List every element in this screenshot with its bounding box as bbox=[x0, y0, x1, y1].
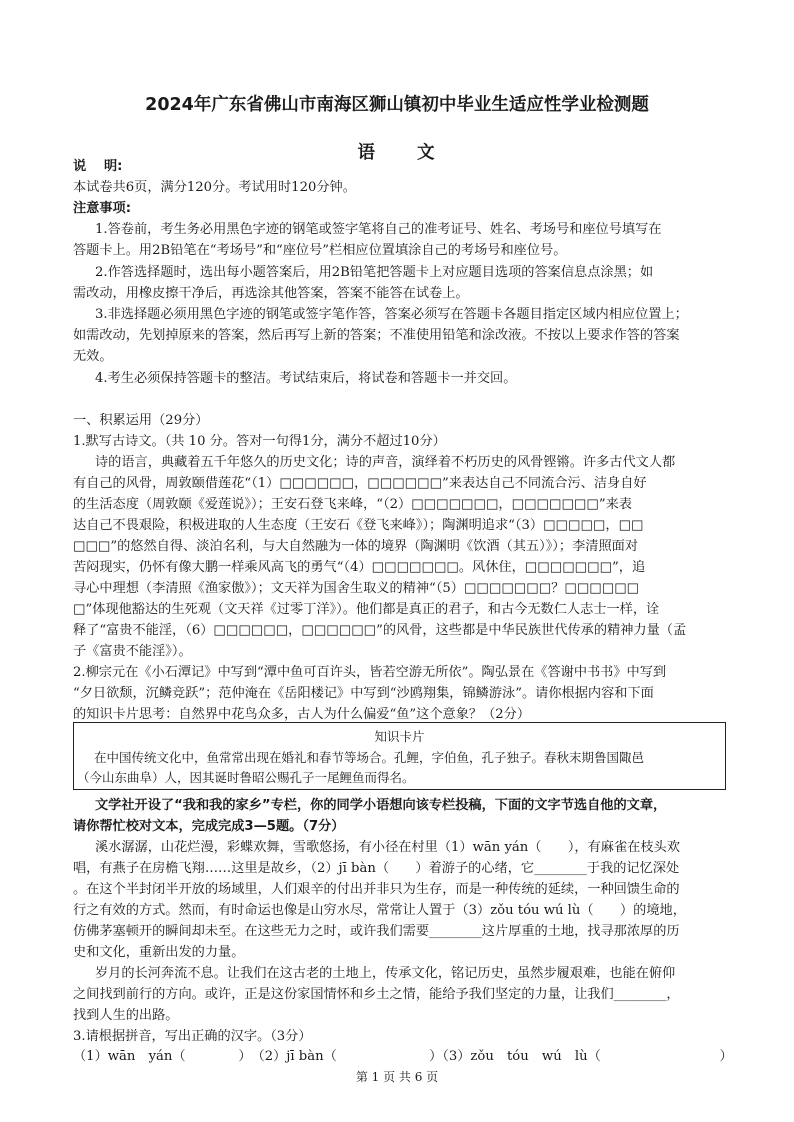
question-3-blanks: （1）wān yán（ ） （2）jī bàn（ ）（3）zǒu tóu wú lù（ ） bbox=[73, 1049, 733, 1064]
notes-label: 说 明: bbox=[73, 159, 123, 174]
passage-line: 仿佛茅塞顿开的瞬间却未至。在这些无力之时，或许我们需要________这片厚重的土地，找寻那浓厚的历 bbox=[73, 924, 680, 939]
section-heading: 一、积累运用（29分） bbox=[73, 413, 209, 428]
notes-line: 3.非选择题必须用黑色字迹的钢笔或签字笔作答，答案必须写在答题卡各题目指定区域内相应位置上； bbox=[95, 307, 688, 322]
q1-text-line: □□□”的悠然自得、淡泊名利，与大自然融为一体的境界（陶渊明《饮酒（其五）》）；李清照面对 bbox=[73, 539, 639, 554]
notes-line: 1.答卷前，考生务必用黑色字迹的钢笔或签字笔将自己的准考证号、姓名、考场号和座位号填写在 bbox=[95, 222, 662, 237]
q2-text-line: 2.柳宗元在《小石潭记》中写到“潭中鱼可百许头，皆若空游无所依”。陶弘景在《答谢中书书》中写到 bbox=[73, 665, 667, 680]
passage-line: 找到人生的出路。 bbox=[73, 1008, 179, 1023]
subject-heading: 语文 bbox=[357, 143, 477, 163]
q1-text-line: 达自己不畏艰险，积极进取的人生态度（王安石《登飞来峰》）；陶渊明追求“（3）□□□□□，□□ bbox=[73, 518, 644, 533]
passage-line: 之间找到前行的方向。或许，正是这份家国情怀和乡土之情，能给予我们坚定的力量，让我们________， bbox=[73, 987, 680, 1002]
q2-text-line: 的知识卡片思考：自然界中花鸟众多，古人为什么偏爱“鱼”这个意象？（2分） bbox=[73, 707, 531, 722]
notes-line: 2.作答选择题时，选出每小题答案后，用2B铅笔把答题卡上对应题目选项的答案信息点涂黑；如 bbox=[95, 265, 654, 280]
passage-line: 行之有效的方式。然而，有时命运也像是山穷水尽，常常让人置于（3）zǒu tóu wú lù（ ）的境地， bbox=[73, 903, 686, 918]
q1-text-line: 子《富贵不能淫》）。 bbox=[73, 644, 192, 659]
passage-intro-line: 请你帮忙校对文本，完成完成3—5题。（7分） bbox=[73, 819, 345, 834]
notes-line: 答题卡上。用2B铅笔在“考场号”和“座位号”栏相应位置填涂自己的考场号和座位号。 bbox=[73, 243, 567, 258]
knowledge-card bbox=[73, 722, 726, 790]
notes-intro: 本试卷共6页，满分120分。考试用时120分钟。 bbox=[73, 180, 356, 195]
notes-heading: 注意事项: bbox=[73, 201, 132, 216]
knowledge-card-line: （今山东曲阜）人，因其诞时鲁昭公赐孔子一尾鲤鱼而得名。 bbox=[77, 770, 415, 785]
passage-line: 史和文化，重新出发的力量。 bbox=[73, 945, 245, 960]
q1-text-line: 诗的语言，典藏着五千年悠久的历史文化；诗的声音，演绎着不朽历史的风骨铿锵。许多古代文人都 bbox=[95, 455, 676, 470]
passage-line: 唱，有燕子在房檐飞翔……这里是故乡，（2）jī bàn（ ）着游子的心绪，它________于我的记忆深处 bbox=[73, 861, 680, 876]
q1-text-line: 释了“富贵不能淫，（6）□□□□□□，□□□□□□”的风骨，这些都是中华民族世代传承的精神力量（孟 bbox=[73, 623, 687, 638]
q1-text-line: 有自己的风骨，周敦颐借莲花“（1）□□□□□□，□□□□□□”来表达自己不同流合污、洁身自好 bbox=[73, 476, 647, 491]
question-1-title: 1.默写古诗文。（共 10 分。答对一句得1分，满分不超过10分） bbox=[73, 434, 446, 449]
exam-title: 2024年广东省佛山市南海区狮山镇初中毕业生适应性学业检测题 bbox=[145, 95, 649, 115]
notes-line: 如需改动，先划掉原来的答案，然后再写上新的答案；不准使用铅笔和涂改液。不按以上要求作答的答案 bbox=[73, 328, 680, 343]
passage-line: 溪水潺潺，山花烂漫，彩蝶欢舞，雪歌悠扬，有小径在村里（1）wān yán（ ），有麻雀在枝头欢 bbox=[95, 840, 680, 855]
q1-text-line: 寻心中理想（李清照《渔家傲》）；文天祥为国舍生取义的精神“（5）□□□□□□□？□□□□□□ bbox=[73, 581, 640, 596]
q2-text-line: “夕日欲颓，沉鳞竞跃”；范仲淹在《岳阳楼记》中写到“沙鸥翔集，锦鳞游泳”。请你根据内容和下面 bbox=[73, 686, 654, 701]
knowledge-card-title: 知识卡片 bbox=[374, 729, 425, 744]
notes-line: 无效。 bbox=[73, 349, 113, 364]
q1-text-line: 苦闷现实，仍怀有像大鹏一样乘风高飞的勇气“（4）□□□□□□□。风休住，□□□□□□□”，追 bbox=[73, 560, 646, 575]
passage-intro-line: 文学社开设了“我和我的家乡”专栏，你的同学小语想向该专栏投稿，下面的文字节选自他的文章， bbox=[95, 798, 667, 813]
passage-line: 岁月的长河奔流不息。让我们在这古老的土地上，传承文化，铭记历史，虽然步履艰难，也能在俯仰 bbox=[95, 966, 676, 981]
notes-line: 4.考生必须保持答题卡的整洁。考试结束后，将试卷和答题卡一并交回。 bbox=[95, 371, 517, 386]
knowledge-card-line: 在中国传统文化中，鱼常常出现在婚礼和春节等场合。孔鲤，字伯鱼，孔子独子。春秋末期鲁国陬邑 bbox=[94, 750, 645, 765]
question-3-title: 3.请根据拼音，写出正确的汉字。（3分） bbox=[73, 1029, 312, 1044]
q1-text-line: 的生活态度（周敦颐《爱莲说》）；王安石登飞来峰，“（2）□□□□□□□，□□□□□□□”来表 bbox=[73, 497, 632, 512]
page-footer: 第 1 页 共 6 页 bbox=[355, 1070, 439, 1084]
q1-text-line: □”体现他豁达的生死观（文天祥《过零丁洋》）。他们都是真正的君子，和古今无数仁人志士一样，诠 bbox=[73, 602, 660, 617]
notes-line: 需改动，用橡皮擦干净后，再选涂其他答案，答案不能答在试卷上。 bbox=[73, 286, 469, 301]
passage-line: 。在这个半封闭半开放的场域里，人们艰辛的付出并非只为生存，而是一种传统的延续，一种回馈生命的 bbox=[73, 882, 680, 897]
